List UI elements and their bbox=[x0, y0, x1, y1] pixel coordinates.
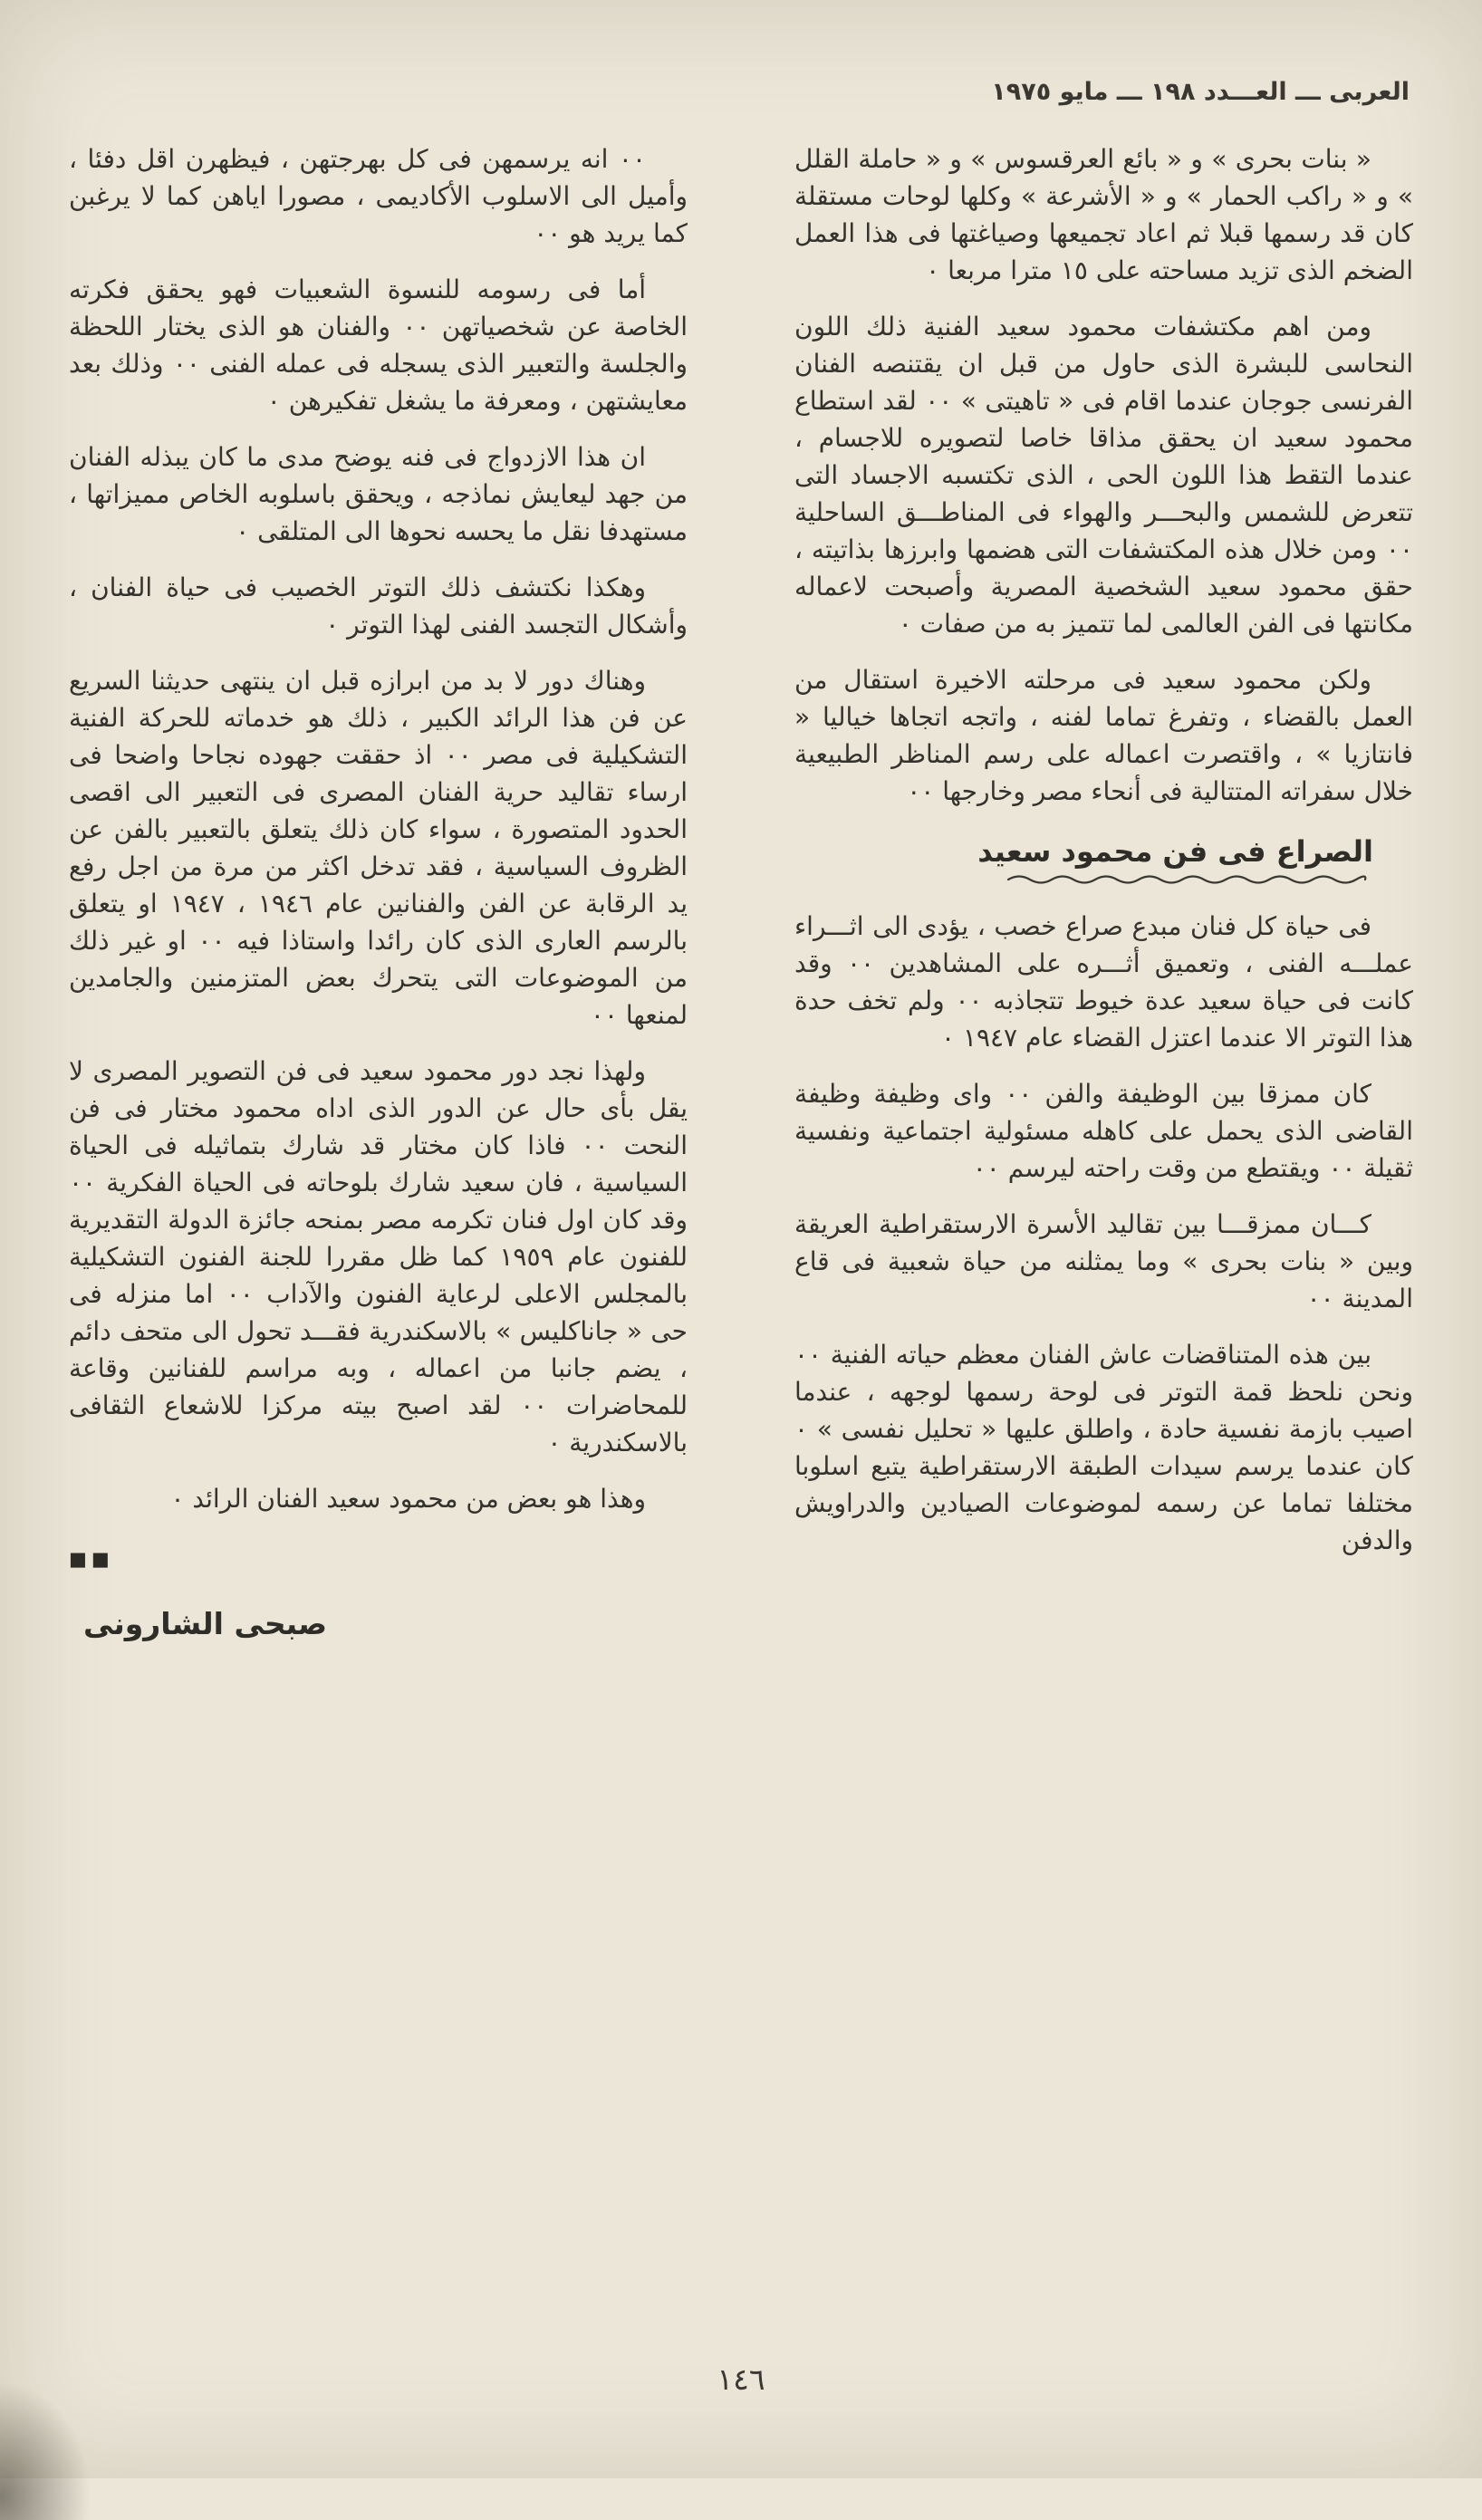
article-paragraph: فى حياة كل فنان مبدع صراع خصب ، يؤدى الى اثـــراء عملـــه الفنى ، وتعميق أثـــره على المشاهدين ٠٠ وقد كانت فى حياة سعيد عدة خيوط تتجاذبه ٠٠ ولم تخف حدة هذا التوتر الا عندما اعتزل القضاء عام ١٩٤٧ ٠ bbox=[794, 911, 1413, 1053]
section-heading: الصراع فى فن محمود سعيد bbox=[977, 834, 1373, 869]
column-left bbox=[69, 140, 688, 1642]
heading-underline-squiggle bbox=[1006, 873, 1368, 884]
end-of-article-squares-icon: ■■ bbox=[69, 1548, 114, 1570]
article-paragraph: وهناك دور لا بد من ابرازه قبل ان ينتهى حديثنا السريع عن فن هذا الرائد الكبير ، ذلك هو خدماته للحركة الفنية التشكيلية فى مصر ٠٠ اذ حققت جهوده نجاحا واضحا فى ارساء تقاليد حرية الفنان المصرى فى التعبير الى اقصى الحدود المتصورة ، سواء كان ذلك يتعلق بالتعبير بالفن عن الظروف السياسية ، فقد تدخل اكثر من مرة من اجل رفع يد الرقابة عن الفن والفنانين عام ١٩٤٦ ، ١٩٤٧ او يتعلق بالرسم العارى الذى كان رائدا واستاذا فيه ٠٠ او غير ذلك من الموضوعات التى يتحرك بعض المتزمنين والجامدين لمنعها ٠٠ bbox=[69, 666, 688, 1030]
article-paragraph: « بنات بحرى » و « بائع العرقسوس » و « حاملة القلل » و « راكب الحمار » و « الأشرعة » وكلها لوحات مستقلة كان قد رسمها قبلا ثم اعاد تجميعها وصياغتها فى هذا العمل الضخم الذى تزيد مساحته على ١٥ مترا مربعا ٠ bbox=[794, 144, 1413, 285]
article-paragraph: ولكن محمود سعيد فى مرحلته الاخيرة استقال من العمل بالقضاء ، وتفرغ تماما لفنه ، واتجه اتجاها خياليا « فانتازيا » ، واقتصرت اعماله على رسم المناظر الطبيعية خلال سفراته المتتالية فى أنحاء مصر وخارجها ٠٠ bbox=[794, 665, 1413, 806]
article-paragraph: بين هذه المتناقضات عاش الفنان معظم حياته الفنية ٠٠ ونحن نلحظ قمة التوتر فى لوحة رسمها لوجهه ، عندما اصيب بازمة نفسية حادة ، واطلق عليها « تحليل نفسى » ٠ كان عندما يرسم سيدات الطبقة الارستقراطية يتبع اسلوبا مختلفا تماما عن رسمه لموضوعات الصيادين والدراويش والدفن bbox=[794, 1340, 1413, 1555]
article-paragraph: أما فى رسومه للنسوة الشعبيات فهو يحقق فكرته الخاصة عن شخصياتهن ٠٠ والفنان هو الذى يختار اللحظة والجلسة والتعبير الذى يسجله فى عمله الفنى ٠٠ وذلك بعد معايشتهن ، ومعرفة ما يشغل تفكيرهن ٠ bbox=[69, 274, 688, 416]
scan-corner-smudge bbox=[0, 2366, 103, 2520]
section-heading-block bbox=[794, 833, 1373, 884]
article-paragraph: ولهذا نجد دور محمود سعيد فى فن التصوير المصرى لا يقل بأى حال عن الدور الذى اداه محمود مختار فى فن النحت ٠٠ فاذا كان مختار قد شارك بتماثيله فى الحياة السياسية ، فان سعيد شارك بلوحاته فى الحياة الفكرية ٠٠ وقد كان اول فنان تكرمه مصر بمنحه جائزة الدولة التقديرية للفنون عام ١٩٥٩ كما ظل مقررا للجنة الفنون التشكيلية بالمجلس الاعلى لرعاية الفنون والآداب ٠٠ اما منزله فى حى « جاناكليس » بالاسكندرية فقـــد تحول الى متحف دائم ، يضم جانبا من اعماله ، وبه مراسم للفنانين وقاعة للمحاضرات ٠٠ لقد اصبح بيته مركزا للاشعاع الثقافى بالاسكندرية ٠ bbox=[69, 1056, 688, 1457]
column-right bbox=[794, 140, 1413, 1578]
article-paragraph: كان ممزقا بين الوظيفة والفن ٠٠ واى وظيفة وظيفة القاضى الذى يحمل على كاهله مسئولية اجتماعية ونفسية ثقيلة ٠٠ ويقتطع من وقت راحته ليرسم ٠٠ bbox=[794, 1079, 1413, 1183]
article-columns bbox=[69, 140, 1413, 1642]
article-paragraph: ان هذا الازدواج فى فنه يوضح مدى ما كان يبذله الفنان من جهد ليعايش نماذجه ، ويحقق باسلوبه الخاص مميزاتها ، مستهدفا نقل ما يحسه نحوها الى المتلقى ٠ bbox=[69, 442, 688, 546]
article-paragraph: وهذا هو بعض من محمود سعيد الفنان الرائد ٠ bbox=[170, 1484, 646, 1514]
masthead: العربى ـــ العـــدد ١٩٨ ـــ مايو ١٩٧٥ bbox=[991, 78, 1410, 106]
article-paragraph: كـــان ممزقـــا بين تقاليد الأسرة الارستقراطية العريقة وبين « بنات بحرى » وما يمثلنه من حياة شعبية فى قاع المدينة ٠٠ bbox=[794, 1209, 1413, 1313]
page-number: ١٤٦ bbox=[717, 2361, 765, 2397]
article-paragraph: ٠٠ انه يرسمهن فى كل بهرجتهن ، فيظهرن اقل دفئا ، وأميل الى الاسلوب الأكاديمى ، مصورا اياهن كما لا يرغبن كما يريد هو ٠٠ bbox=[69, 144, 688, 248]
author-signature: صبحى الشارونى bbox=[83, 1606, 327, 1641]
article-paragraph: ومن اهم مكتشفات محمود سعيد الفنية ذلك اللون النحاسى للبشرة الذى حاول من قبل ان يقتنصه الفنان الفرنسى جوجان عندما اقام فى « تاهيتى » ٠٠ لقد استطاع محمود سعيد ان يحقق مذاقا خاصا لتصويره للاجسام ، عندما التقط هذا اللون الحى ، الذى تكتسبه الاجساد التى تتعرض للشمس والبحـــر والهواء فى المناطـــق الساحلية ٠٠ ومن خلال هذه المكتشفات التى هضمها وابرزها بذاتيته ، حقق محمود سعيد الشخصية المصرية وأصبحت لاعماله مكانتها فى الفن العالمى لما تتميز به من صفات ٠ bbox=[794, 312, 1413, 639]
article-paragraph: وهكذا نكتشف ذلك التوتر الخصيب فى حياة الفنان ، وأشكال التجسد الفنى لهذا التوتر ٠ bbox=[69, 572, 688, 640]
